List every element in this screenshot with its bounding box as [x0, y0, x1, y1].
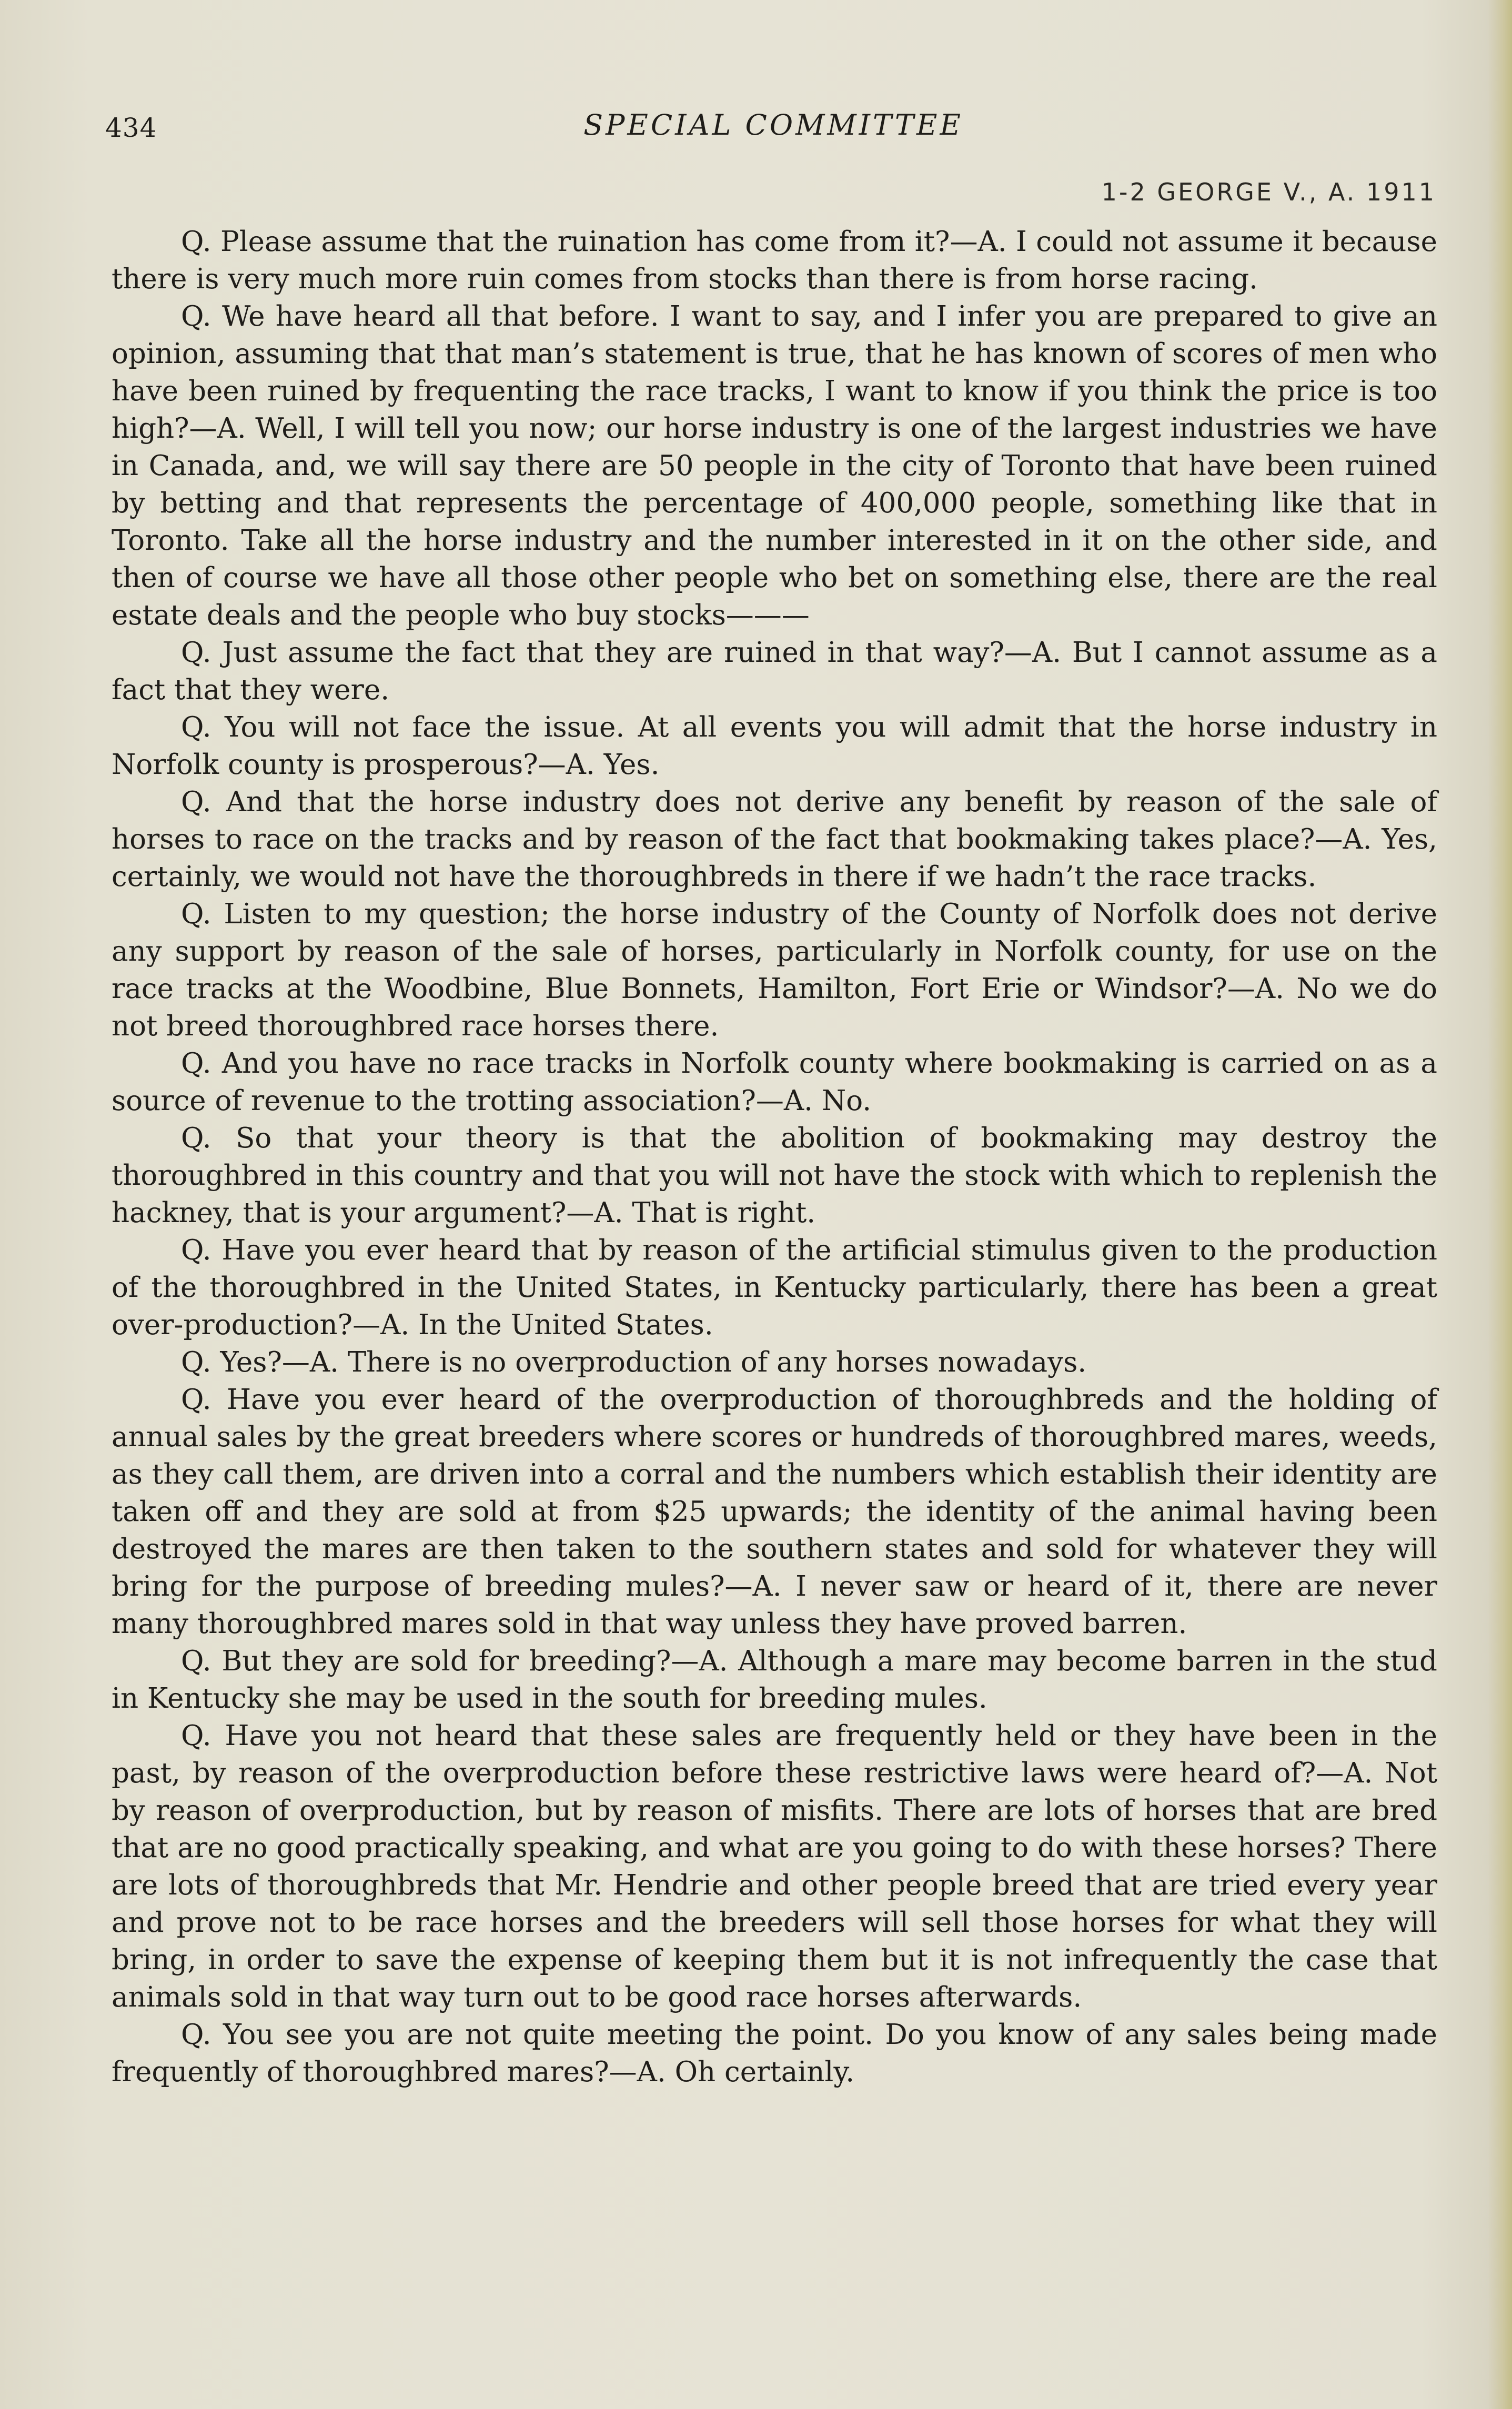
paragraph: Q. And you have no race tracks in Norfolk county where bookmaking is carried on as a source of revenue to the trotting association?—A. No. [112, 1047, 1437, 1117]
running-title: SPECIAL COMMITTEE [583, 108, 963, 142]
paragraph: Q. You will not face the issue. At all events you will admit that the horse industry in Norfolk county is prosperous?—A. Yes. [112, 711, 1437, 781]
paragraph: Q. Listen to my question; the horse industry of the County of Norfolk does not derive any support by reason of the sale of horses, particularly in Norfolk county, for use on the race tracks at the Woodbine, Blue Bonnets, Hamilton, Fort Erie or Windsor?—A. No we do not breed thoroughbred race horses there. [112, 898, 1437, 1042]
page-edge-shadow [1488, 0, 1512, 2409]
paragraph: Q. Have you not heard that these sales are frequently held or they have been in the past, by reason of the overproduction before these restrictive laws were heard of?—A. Not by reason of overproduction, but by reason of misfits. There are lots of horses that are bred that are no good practically speaking, and what are you going to do with these horses? There are lots of thoroughbreds that Mr. Hendrie and other people breed that are tried every year and prove not to be race horses and the breeders will sell those horses for what they will bring, in order to save the expense of keeping them but it is not infrequently the case that animals sold in that way turn out to be good race horses afterwards. [112, 1720, 1437, 2013]
paragraph: Q. We have heard all that before. I want to say, and I infer you are prepared to give an opinion, assuming that that man’s statement is true, that he has known of scores of men who have been ruined by frequenting the race tracks, I want to know if you think the price is too high?—A. Well, I will tell you now; our horse industry is one of the largest industries we have in Canada, and, we will say there are 50 people in the city of Toronto that have been ruined by betting and that represents the percentage of 400,000 people, something like that in Toronto. Take all the horse industry and the number interested in it on the other side, and then of course we have all those other people who bet on something else, there are the real estate deals and the people who buy stocks——— [112, 300, 1437, 631]
paragraph: Q. Have you ever heard that by reason of the artificial stimulus given to the production of the thoroughbred in the United States, in Kentucky particularly, there has been a great over-production?—A. In the United States. [112, 1234, 1437, 1341]
paragraph: Q. But they are sold for breeding?—A. Although a mare may become barren in the stud in Kentucky she may be used in the south for breeding mules. [112, 1645, 1437, 1715]
paragraph: Q. You see you are not quite meeting the point. Do you know of any sales being made frequently of thoroughbred mares?—A. Oh certainly. [112, 2019, 1437, 2088]
paragraph: Q. Have you ever heard of the overproduction of thoroughbreds and the holding of annual sales by the great breeders where scores or hundreds of thoroughbred mares, weeds, as they call them, are driven into a corral and the numbers which establish their identity are taken off and they are sold at from $25 upwards; the identity of the animal having been destroyed the mares are then taken to the southern states and sold for whatever they will bring for the purpose of breeding mules?—A. I never saw or heard of it, there are never many thoroughbred mares sold in that way unless they have proved barren. [112, 1384, 1437, 1640]
paragraph: Q. So that your theory is that the abolition of bookmaking may destroy the thoroughbred in this country and that you will not have the stock with which to replenish the hackney, that is your argument?—A. That is right. [112, 1122, 1437, 1229]
paragraph: Q. Yes?—A. There is no overproduction of any horses nowadays. [181, 1346, 1087, 1378]
paragraph: Q. And that the horse industry does not derive any benefit by reason of the sale of horses to race on the tracks and by reason of the fact that bookmaking takes place?—A. Yes, certainly, we would not have the thoroughbreds in there if we hadn’t the race tracks. [112, 786, 1437, 893]
paragraph: Q. Just assume the fact that they are ruined in that way?—A. But I cannot assume as a fact that they were. [112, 637, 1437, 706]
page-header [105, 103, 1442, 150]
body-text [112, 223, 1437, 2091]
paragraph: Q. Please assume that the ruination has come from it?—A. I could not assume it because there is very much more ruin comes from stocks than there is from horse racing. [112, 226, 1437, 295]
page-number: 434 [105, 113, 157, 143]
regnal-year: 1-2 GEORGE V., A. 1911 [1101, 178, 1436, 206]
